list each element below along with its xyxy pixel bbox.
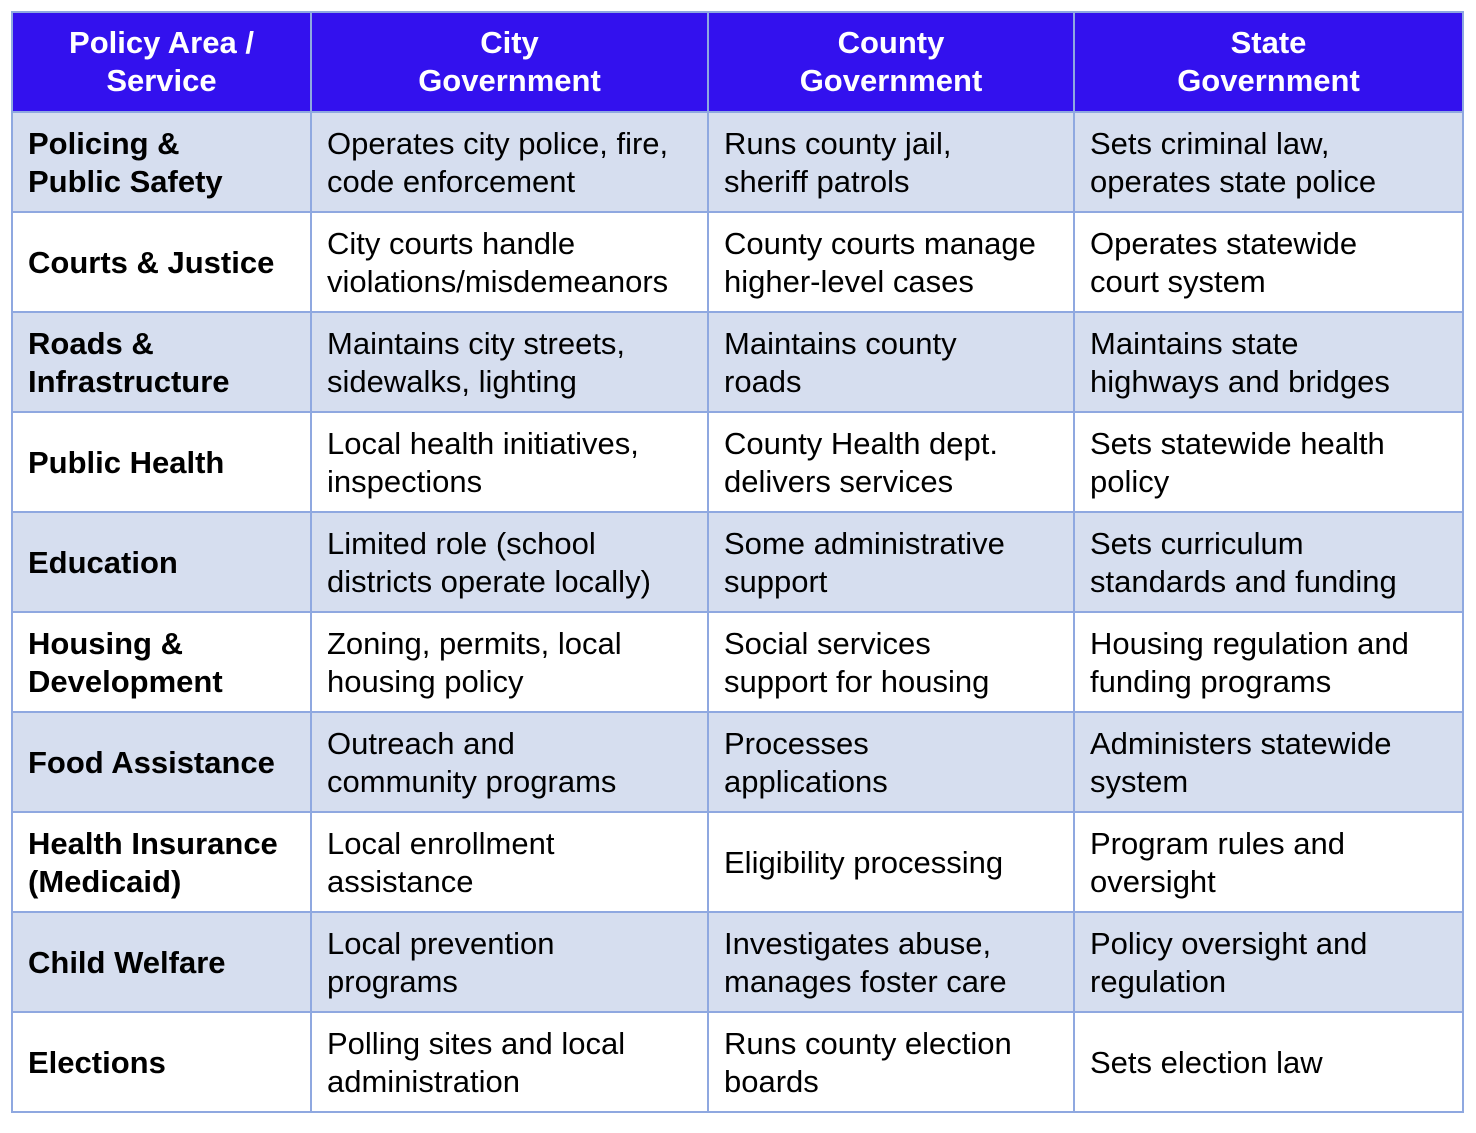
state-cell: Housing regulation and funding programs bbox=[1074, 612, 1463, 712]
county-cell: Some administrative support bbox=[708, 512, 1074, 612]
city-cell: Local enrollment assistance bbox=[311, 812, 708, 912]
table-row bbox=[12, 112, 1463, 212]
city-cell: Local prevention programs bbox=[311, 912, 708, 1012]
table-body bbox=[12, 112, 1463, 1112]
table-row bbox=[12, 312, 1463, 412]
county-cell: Runs county election boards bbox=[708, 1012, 1074, 1112]
policy-area-cell: Health Insurance (Medicaid) bbox=[12, 812, 311, 912]
city-cell: Maintains city streets, sidewalks, lighting bbox=[311, 312, 708, 412]
city-cell: Limited role (school districts operate locally) bbox=[311, 512, 708, 612]
state-cell: Policy oversight and regulation bbox=[1074, 912, 1463, 1012]
table-row bbox=[12, 912, 1463, 1012]
state-cell: Maintains state highways and bridges bbox=[1074, 312, 1463, 412]
city-cell: Local health initiatives, inspections bbox=[311, 412, 708, 512]
state-cell: Sets criminal law, operates state police bbox=[1074, 112, 1463, 212]
table-row bbox=[12, 212, 1463, 312]
header-policy-area: Policy Area / Service bbox=[12, 12, 311, 112]
policy-area-cell: Policing & Public Safety bbox=[12, 112, 311, 212]
table-row bbox=[12, 812, 1463, 912]
policy-area-cell: Courts & Justice bbox=[12, 212, 311, 312]
city-cell: Polling sites and local administration bbox=[311, 1012, 708, 1112]
state-cell: Administers statewide system bbox=[1074, 712, 1463, 812]
policy-area-cell: Education bbox=[12, 512, 311, 612]
state-cell: Sets statewide health policy bbox=[1074, 412, 1463, 512]
header-state-government: State Government bbox=[1074, 12, 1463, 112]
header-city-government: City Government bbox=[311, 12, 708, 112]
state-cell: Sets election law bbox=[1074, 1012, 1463, 1112]
header-county-government: County Government bbox=[708, 12, 1074, 112]
county-cell: County Health dept. delivers services bbox=[708, 412, 1074, 512]
table-row bbox=[12, 1012, 1463, 1112]
table-row bbox=[12, 712, 1463, 812]
city-cell: Zoning, permits, local housing policy bbox=[311, 612, 708, 712]
county-cell: Eligibility processing bbox=[708, 812, 1074, 912]
county-cell: County courts manage higher-level cases bbox=[708, 212, 1074, 312]
government-responsibilities-table bbox=[11, 11, 1464, 1113]
county-cell: Processes applications bbox=[708, 712, 1074, 812]
policy-area-cell: Public Health bbox=[12, 412, 311, 512]
state-cell: Sets curriculum standards and funding bbox=[1074, 512, 1463, 612]
policy-area-cell: Elections bbox=[12, 1012, 311, 1112]
county-cell: Investigates abuse, manages foster care bbox=[708, 912, 1074, 1012]
state-cell: Operates statewide court system bbox=[1074, 212, 1463, 312]
table-row bbox=[12, 412, 1463, 512]
policy-area-cell: Roads & Infrastructure bbox=[12, 312, 311, 412]
county-cell: Social services support for housing bbox=[708, 612, 1074, 712]
state-cell: Program rules and oversight bbox=[1074, 812, 1463, 912]
policy-area-cell: Housing & Development bbox=[12, 612, 311, 712]
header-row bbox=[12, 12, 1463, 112]
county-cell: Maintains county roads bbox=[708, 312, 1074, 412]
policy-area-cell: Child Welfare bbox=[12, 912, 311, 1012]
table-row bbox=[12, 512, 1463, 612]
table-row bbox=[12, 612, 1463, 712]
policy-area-cell: Food Assistance bbox=[12, 712, 311, 812]
county-cell: Runs county jail, sheriff patrols bbox=[708, 112, 1074, 212]
city-cell: Operates city police, fire, code enforcement bbox=[311, 112, 708, 212]
city-cell: Outreach and community programs bbox=[311, 712, 708, 812]
government-responsibilities-table-container bbox=[11, 11, 1462, 1113]
city-cell: City courts handle violations/misdemeanors bbox=[311, 212, 708, 312]
table-header bbox=[12, 12, 1463, 112]
